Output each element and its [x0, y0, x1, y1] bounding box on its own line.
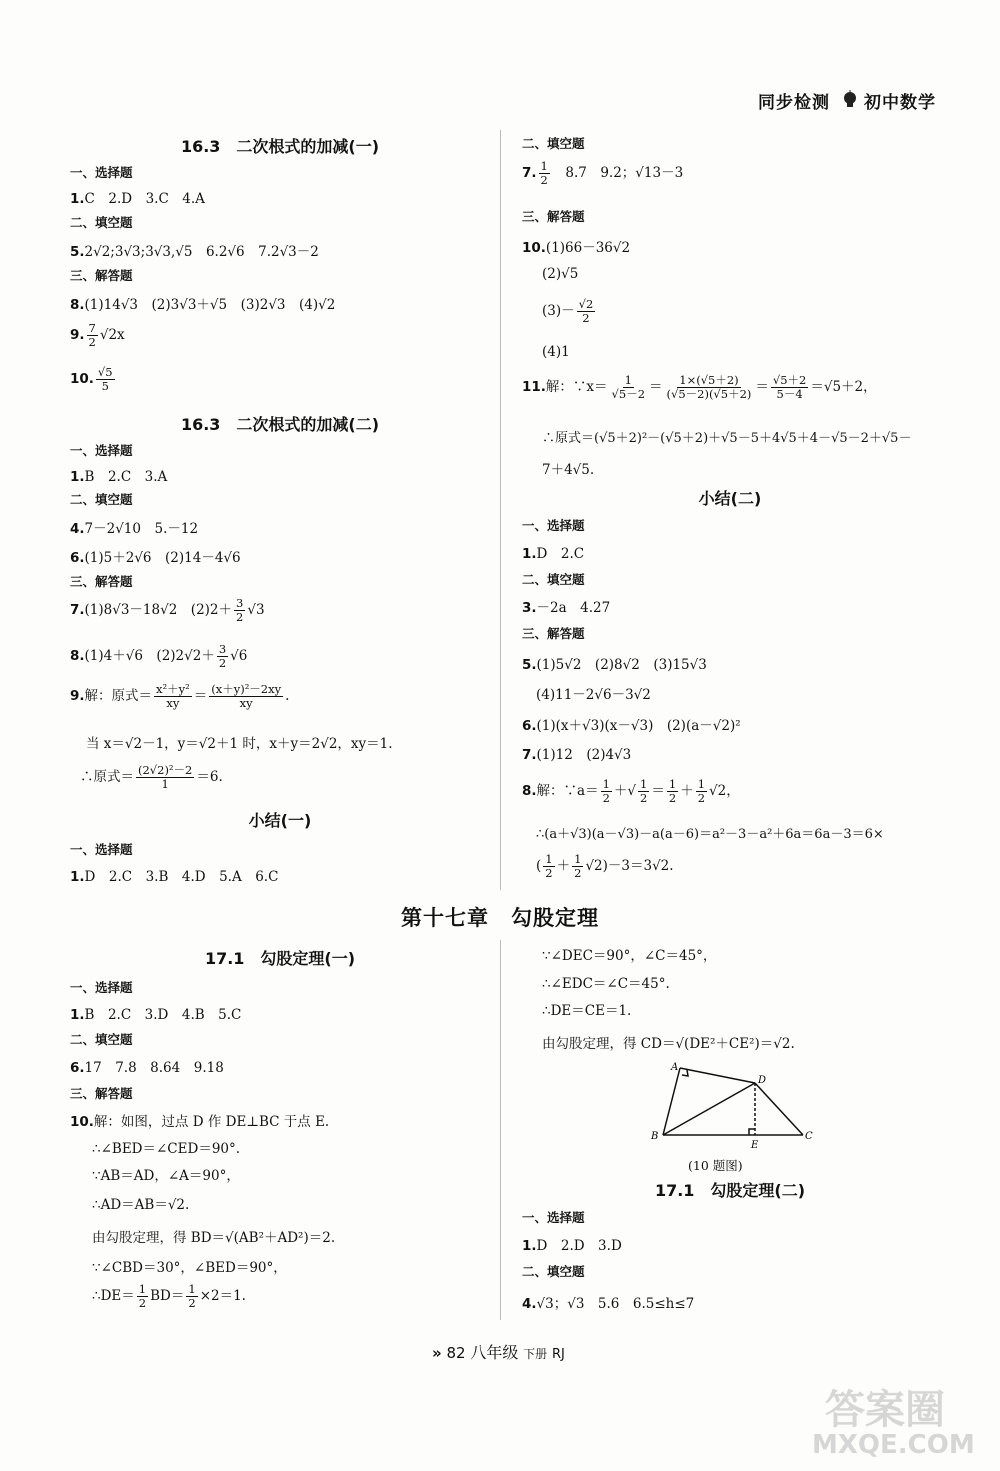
answer-line: 7＋4√5.: [542, 462, 595, 478]
answer-line: 11.解：∵x＝ $\frac{1}{√5-2}$ ＝ $\frac{1\times(√5+2)}{(√5-2)(√5+2)}$ ＝ $\frac{√5+2}{5-4}$ ＝√5＋2，: [522, 373, 877, 401]
answer-line: (3)－ $\frac{√2}{2}$: [542, 297, 594, 325]
answer-line: ∵∠DEC＝90°，∠C＝45°，: [542, 948, 717, 964]
category-label: 三、解答题: [522, 209, 585, 224]
watermark-logo: 答案圈: [825, 1387, 945, 1433]
answer-line: 1.D 2.D 3.D: [522, 1238, 622, 1254]
answer-line: ∵AB＝AD，∠A＝90°，: [92, 1168, 240, 1184]
chapter-title: 第十七章 勾股定理: [401, 906, 599, 930]
category-label: 二、填空题: [522, 136, 585, 151]
answer-line: (4)1: [542, 344, 570, 360]
answer-line: 10.解：如图，过点 D 作 DE⊥BC 于点 E.: [70, 1114, 330, 1130]
answer-line: ∴DE＝ $\frac{1}{2}$ BD＝ $\frac{1}{2}$ ×2＝1.: [92, 1282, 246, 1310]
answer-line: 由勾股定理，得 BD＝√(AB²＋AD²)＝2.: [92, 1230, 336, 1246]
answer-line: ∵∠CBD＝30°，∠BED＝90°，: [92, 1260, 287, 1276]
page-footer: [432, 1340, 565, 1363]
section-title-summary-2: 小结(二): [698, 489, 762, 508]
answer-line: 7.(1)12 (2)4√3: [522, 747, 632, 763]
category-label: 二、填空题: [522, 572, 585, 587]
answer-line: 8.(1)14√3 (2)3√3＋√5 (3)2√3 (4)√2: [70, 297, 336, 313]
answer-line: 1.B 2.C 3.A: [70, 469, 168, 485]
answer-line: 由勾股定理，得 CD＝√(DE²＋CE²)＝√2.: [542, 1036, 795, 1052]
category-label: 三、解答题: [70, 574, 133, 589]
edition-label: RJ: [551, 1347, 565, 1362]
answer-line: 9.解：原式＝ $\frac{\text{x²＋y²}}{xy}$ ＝ $\frac{\text{(x＋y)²－2xy}}{xy}$ .: [70, 682, 290, 710]
answer-line: 6.17 7.8 8.64 9.18: [70, 1060, 224, 1076]
answer-line: 7.(1)8√3－18√2 (2)2＋ $\frac{3}{2}$ √3: [70, 596, 265, 624]
section-title-17-1-2: 17.1 勾股定理(二): [654, 1181, 806, 1200]
answer-line: 6.(1)(x＋√3)(x－√3) (2)(a－√2)²: [522, 718, 741, 734]
answer-line: ∴∠EDC＝∠C＝45°.: [542, 976, 670, 992]
answer-line: 3.－2a 4.27: [522, 600, 611, 616]
answer-line: ∴原式＝(√5＋2)²－(√5＋2)＋√5－5＋4√5＋4－√5－2＋√5－: [542, 431, 912, 446]
answer-line: 1.B 2.C 3.D 4.B 5.C: [70, 1007, 242, 1023]
category-label: 一、选择题: [70, 443, 133, 458]
answer-line: ∴DE＝CE＝1.: [542, 1003, 632, 1019]
answer-line: ∴(a＋√3)(a－√3)－a(a－6)＝a²－3－a²＋6a＝6a－3＝6×: [536, 827, 884, 842]
double-chevron-icon: »: [432, 1344, 442, 1362]
fig-label-b: B: [651, 1131, 659, 1142]
answer-line: 1.D 2.C 3.B 4.D 5.A 6.C: [70, 869, 279, 885]
category-label: 二、填空题: [70, 215, 133, 230]
bulb-icon: [842, 90, 858, 114]
answer-line: 当 x＝√2－1，y＝√2＋1 时，x＋y＝2√2，xy＝1.: [86, 736, 393, 752]
category-label: 二、填空题: [522, 1264, 585, 1279]
volume-label: 下册: [523, 1347, 548, 1361]
category-label: 三、解答题: [70, 268, 133, 283]
header-brand: 同步检测: [758, 93, 830, 113]
answer-line: 6.(1)5＋2√6 (2)14－4√6: [70, 550, 241, 566]
answer-line: 5.2√2;3√3;3√3,√5 6.2√6 7.2√3－2: [70, 244, 319, 260]
answer-line: ∴AD＝AB＝√2.: [92, 1197, 190, 1213]
grade-label: 八年级: [470, 1343, 519, 1362]
category-label: 三、解答题: [70, 1086, 133, 1101]
section-title-17-1-1: 17.1 勾股定理(一): [204, 949, 356, 968]
answer-line: ( $\frac{1}{2}$ ＋ $\frac{1}{2}$ √2)－3＝3√2.: [536, 852, 674, 880]
answer-line: 1.D 2.C: [522, 546, 585, 562]
answer-line: ∴原式＝ $\frac{\text{(2√2)²－2}}{1}$ ＝6.: [80, 763, 223, 791]
answer-line: 7. $\frac{1}{2}$ 8.7 9.2；√13－3: [522, 159, 684, 187]
answer-line: 8.(1)4＋√6 (2)2√2＋ $\frac{3}{2}$ √6: [70, 642, 248, 670]
category-label: 一、选择题: [70, 980, 133, 995]
answer-line: 4.√3；√3 5.6 6.5≤h≤7: [522, 1296, 695, 1312]
category-label: 一、选择题: [70, 165, 133, 180]
fig-label-d: D: [758, 1075, 767, 1086]
category-label: 三、解答题: [522, 626, 585, 641]
answer-line: (2)√5: [542, 266, 579, 282]
page-number: 82: [446, 1344, 466, 1362]
category-label: 二、填空题: [70, 492, 133, 507]
answer-line: 5.(1)5√2 (2)8√2 (3)15√3: [522, 657, 707, 673]
answer-line: 4.7－2√10 5.－12: [70, 521, 199, 537]
answer-line: 8.解：∵a＝ $\frac{1}{2}$ ＋√ $\frac{1}{2}$ ＝ $\frac{1}{2}$ ＋ $\frac{1}{2}$ √2，: [522, 777, 740, 805]
header-subject: 初中数学: [864, 93, 936, 113]
answer-line: 9. $\frac{7}{2}$ √2x: [70, 321, 125, 349]
fig-label-e: E: [751, 1140, 759, 1151]
answer-line: 10.(1)66－36√2: [522, 240, 631, 256]
column-divider-bottom: [500, 940, 501, 1320]
answer-line: 1.C 2.D 3.C 4.A: [70, 191, 205, 207]
section-title-16-3-1: 16.3 二次根式的加减(一): [180, 137, 380, 156]
geometry-figure-10: [645, 1058, 825, 1157]
fig-label-c: C: [805, 1131, 813, 1142]
category-label: 二、填空题: [70, 1032, 133, 1047]
category-label: 一、选择题: [522, 518, 585, 533]
answer-line: ∴∠BED＝∠CED＝90°.: [92, 1141, 241, 1157]
section-title-16-3-2: 16.3 二次根式的加减(二): [180, 415, 380, 434]
column-divider-top: [500, 130, 501, 890]
fig-label-a: A: [671, 1062, 679, 1073]
answer-line: (4)11－2√6－3√2: [536, 687, 651, 703]
category-label: 一、选择题: [522, 1210, 585, 1225]
figure-caption: (10 题图): [688, 1158, 743, 1173]
answer-line: 10. $\frac{√5}{5}$: [70, 365, 113, 393]
watermark-url: MXQE.COM: [812, 1430, 975, 1460]
category-label: 一、选择题: [70, 842, 133, 857]
section-title-summary-1: 小结(一): [248, 811, 312, 830]
